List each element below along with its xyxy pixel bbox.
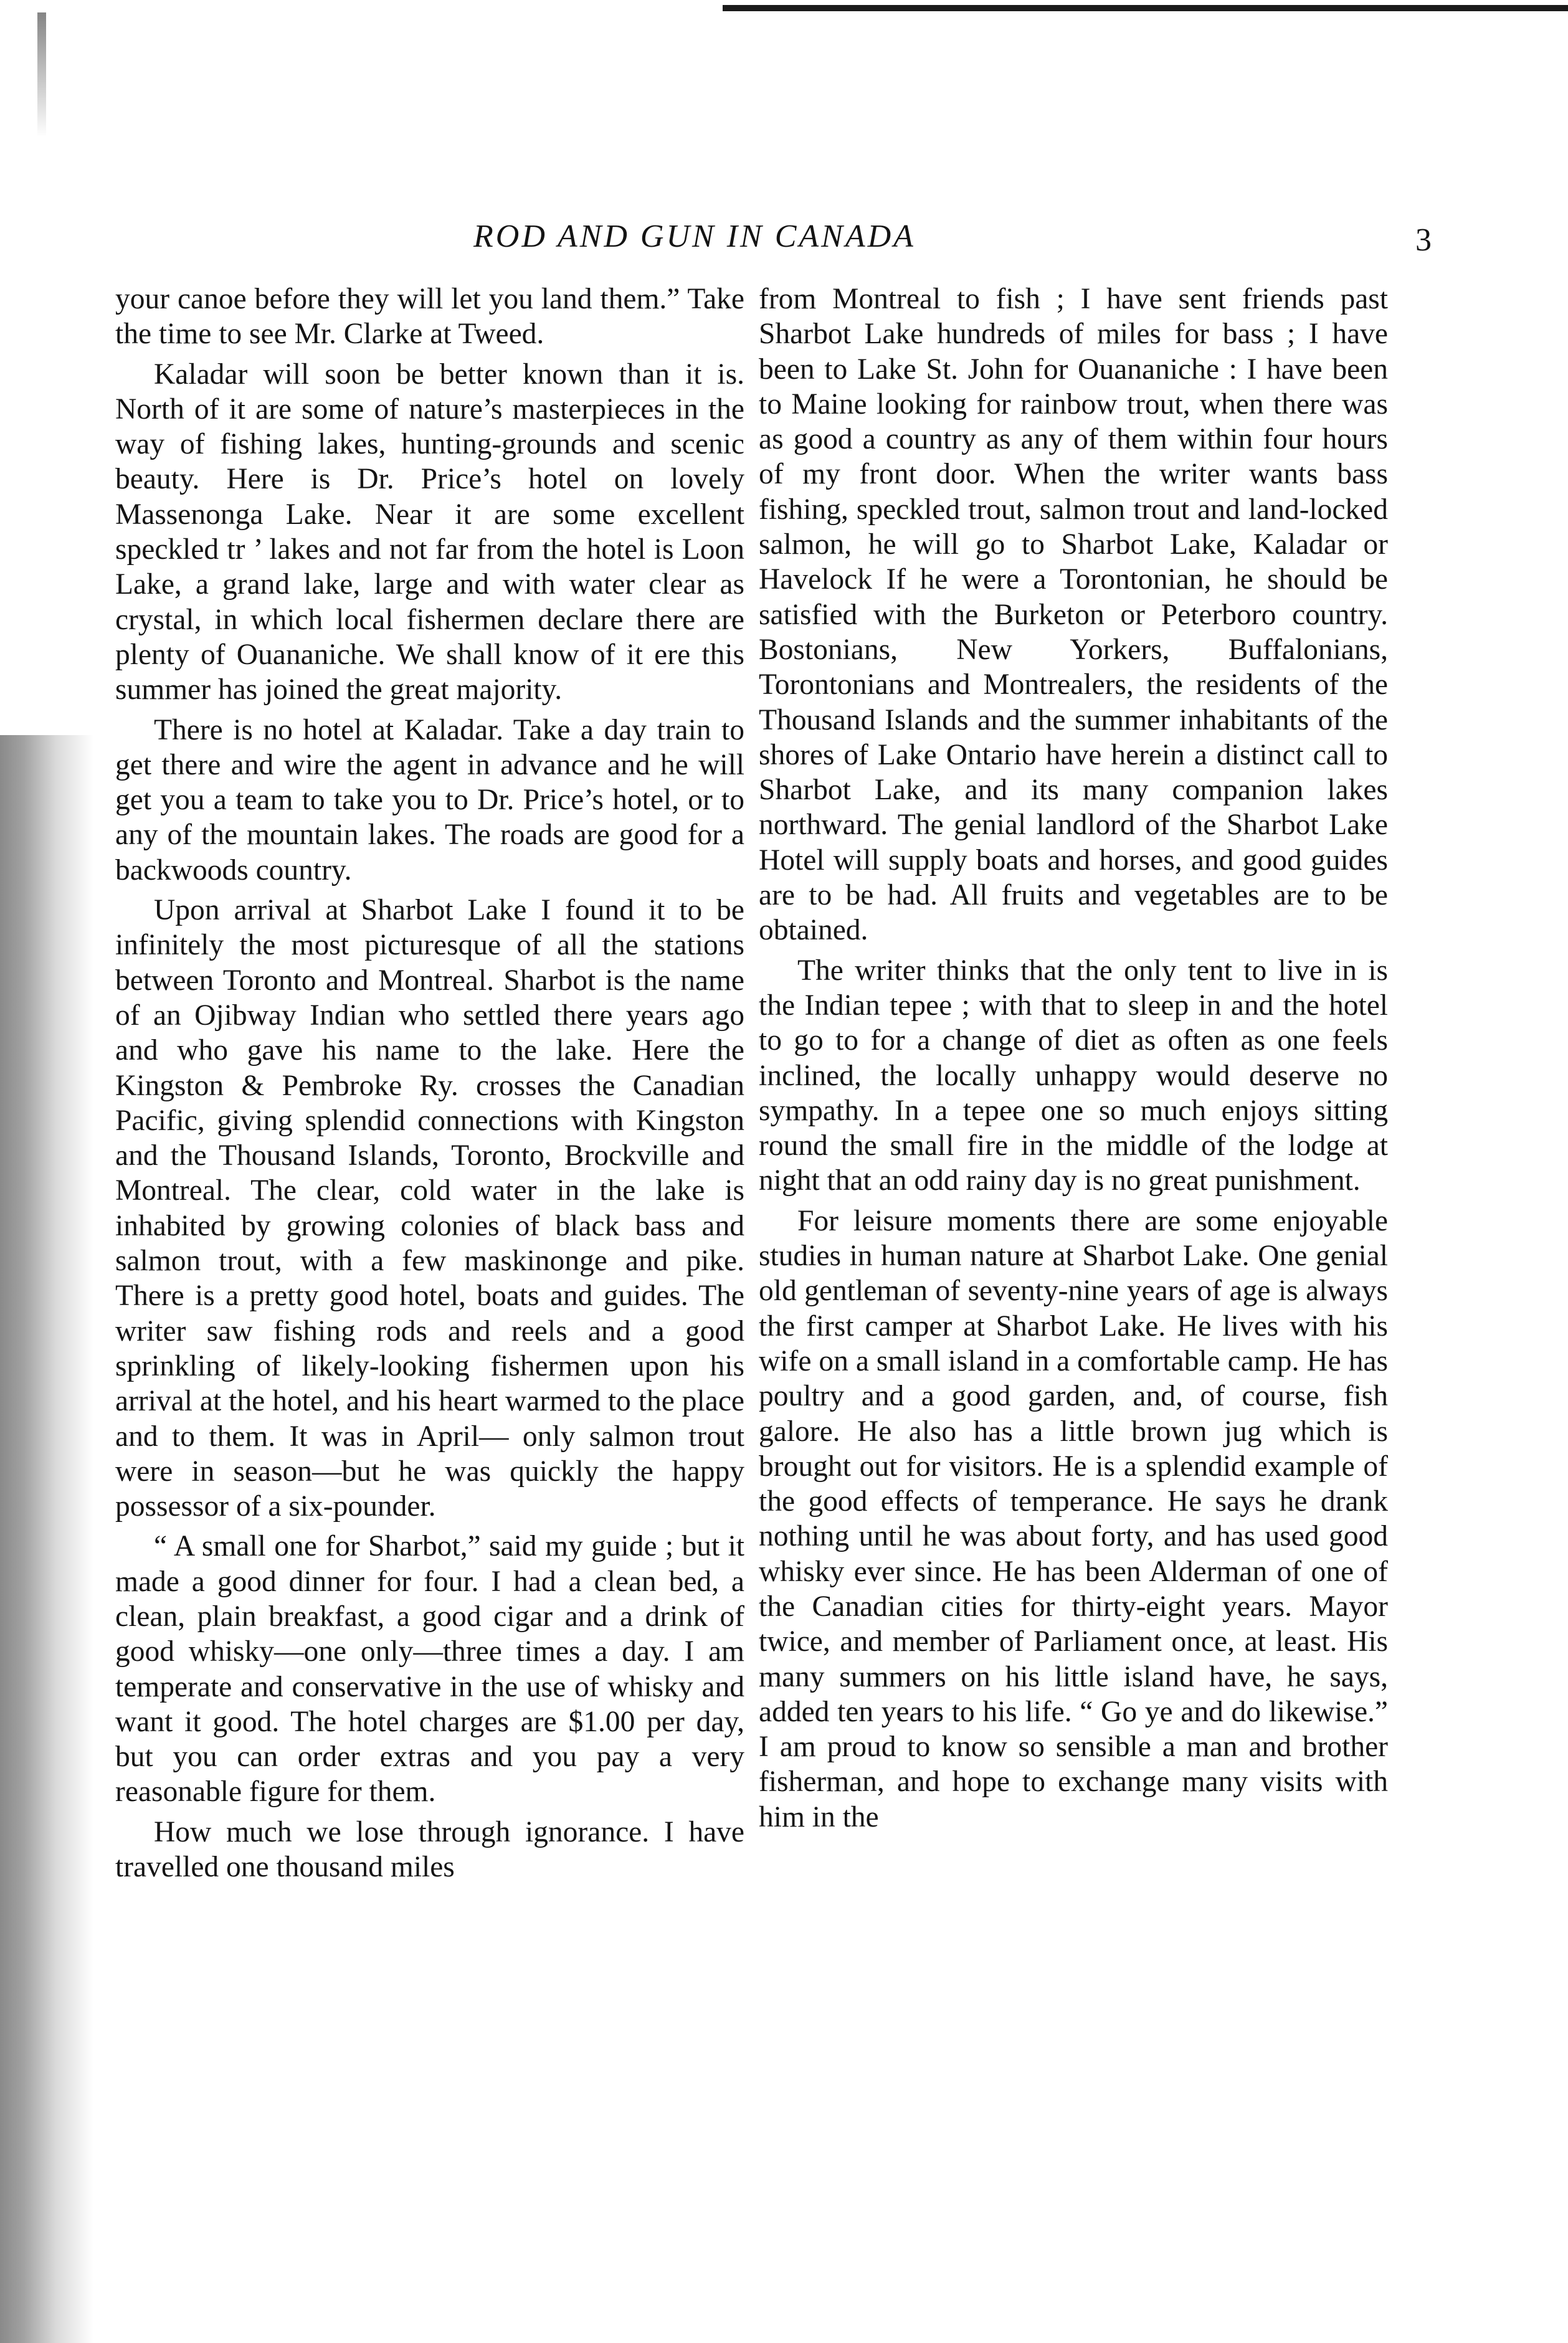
paragraph: The writer thinks that the only tent to live in is the Indian tepee ; with that to sleep in and the hotel to go to for a change of diet as often as one feels inclined, the locally unhappy would deserve no sympathy. In a tepee one so much enjoys sitting round the small fire in the middle of the lodge at night that an odd rainy day is no great punishment. (759, 954, 1388, 1197)
paragraph: There is no hotel at Kaladar. Take a day train to get there and wire the agent in advance and he will get you a team to take you to Dr. Price’s hotel, or to any of the mountain lakes. The roads are good for a backwoods country. (115, 713, 744, 886)
paragraph: your canoe before they will let you land them.” Take the time to see Mr. Clarke at Tweed. (115, 283, 744, 351)
scan-edge-mark (37, 12, 46, 137)
paragraph: How much we lose through ignorance. I have travelled one thousand miles (115, 1815, 744, 1884)
paragraph: For leisure moments there are some enjoyable studies in human nature at Sharbot Lake. One genial old gentleman of seventy-nine years of age is always the first camper at Sharbot Lake. He lives with his wife on a small island in a comfortable camp. He has poultry and a good garden, and, of course, fish galore. He also has a little brown jug which is brought out for visitors. He is a splendid example of the good effects of temperance. He says he drank nothing until he was about forty, and has used good whisky ever since. He has been Alderman of one of the Canadian cities for thirty-eight years. Mayor twice, and member of Parliament once, at least. His many summers on his little island have, he says, added ten years to his life. “ Go ye and do likewise.” I am proud to know so sensible a man and brother fisherman, and hope to exchange many visits with him in the (759, 1204, 1388, 1833)
right-column (759, 282, 1388, 1835)
paragraph: “ A small one for Sharbot,” said my guide ; but it made a good dinner for four. I had a clean bed, a clean, plain breakfast, a good cigar and a drink of good whisky—one only—three times a day. I am temperate and conservative in the use of whisky and want it good. The hotel charges are $1.00 per day, but you can order extras and you pay a very reasonable figure for them. (115, 1530, 744, 1808)
left-column (115, 282, 744, 1884)
running-header: ROD AND GUN IN CANADA (473, 219, 916, 254)
top-rule (723, 5, 1568, 11)
paragraph: Upon arrival at Sharbot Lake I found it to be infinitely the most picturesque of all the stations between Toronto and Montreal. Sharbot is the name of an Ojibway Indian who settled there years ago and who gave his name to the lake. Here the Kingston & Pembroke Ry. crosses the Canadian Pacific, giving splendid connections with Kingston and the Thousand Islands, Toronto, Brockville and Montreal. The clear, cold water in the lake is inhabited by growing colonies of black bass and salmon trout, with a few maskinonge and pike. There is a pretty good hotel, boats and guides. The writer saw fishing rods and reels and a good sprinkling of likely-looking fishermen upon his arrival at the hotel, and his heart warmed to the place and to them. It was in April— only salmon trout were in season—but he was quickly the happy possessor of a six-pounder. (115, 894, 744, 1523)
page-number: 3 (1415, 222, 1432, 258)
paragraph: Kaladar will soon be better known than it is. North of it are some of nature’s masterpieces in the way of fishing lakes, hunting-grounds and scenic beauty. Here is Dr. Price’s hotel on lovely Massenonga Lake. Near it are some excellent speckled tr ’ lakes and not far from the hotel is Loon Lake, a grand lake, large and with water clear as crystal, in which local fishermen declare there are plenty of Ouananiche. We shall know of it ere this summer has joined the great majority. (115, 358, 744, 706)
scan-edge-shadow (0, 735, 93, 2343)
paragraph: from Montreal to fish ; I have sent friends past Sharbot Lake hundreds of miles for bass ; I have been to Lake St. John for Ouananiche : I have been to Maine looking for rainbow trout, when there was as good a country as any of them within four hours of my front door. When the writer wants bass fishing, speckled trout, salmon trout and land-locked salmon, he will go to Sharbot Lake, Kaladar or Havelock If he were a Torontonian, he should be satisfied with the Burketon or Peterboro country. Bostonians, New Yorkers, Buffalonians, Torontonians and Montrealers, the residents of the Thousand Islands and the summer inhabitants of the shores of Lake Ontario have herein a distinct call to Sharbot Lake, and its many companion lakes northward. The genial landlord of the Sharbot Lake Hotel will supply boats and horses, and good guides are to be had. All fruits and vegetables are to be obtained. (759, 283, 1388, 947)
